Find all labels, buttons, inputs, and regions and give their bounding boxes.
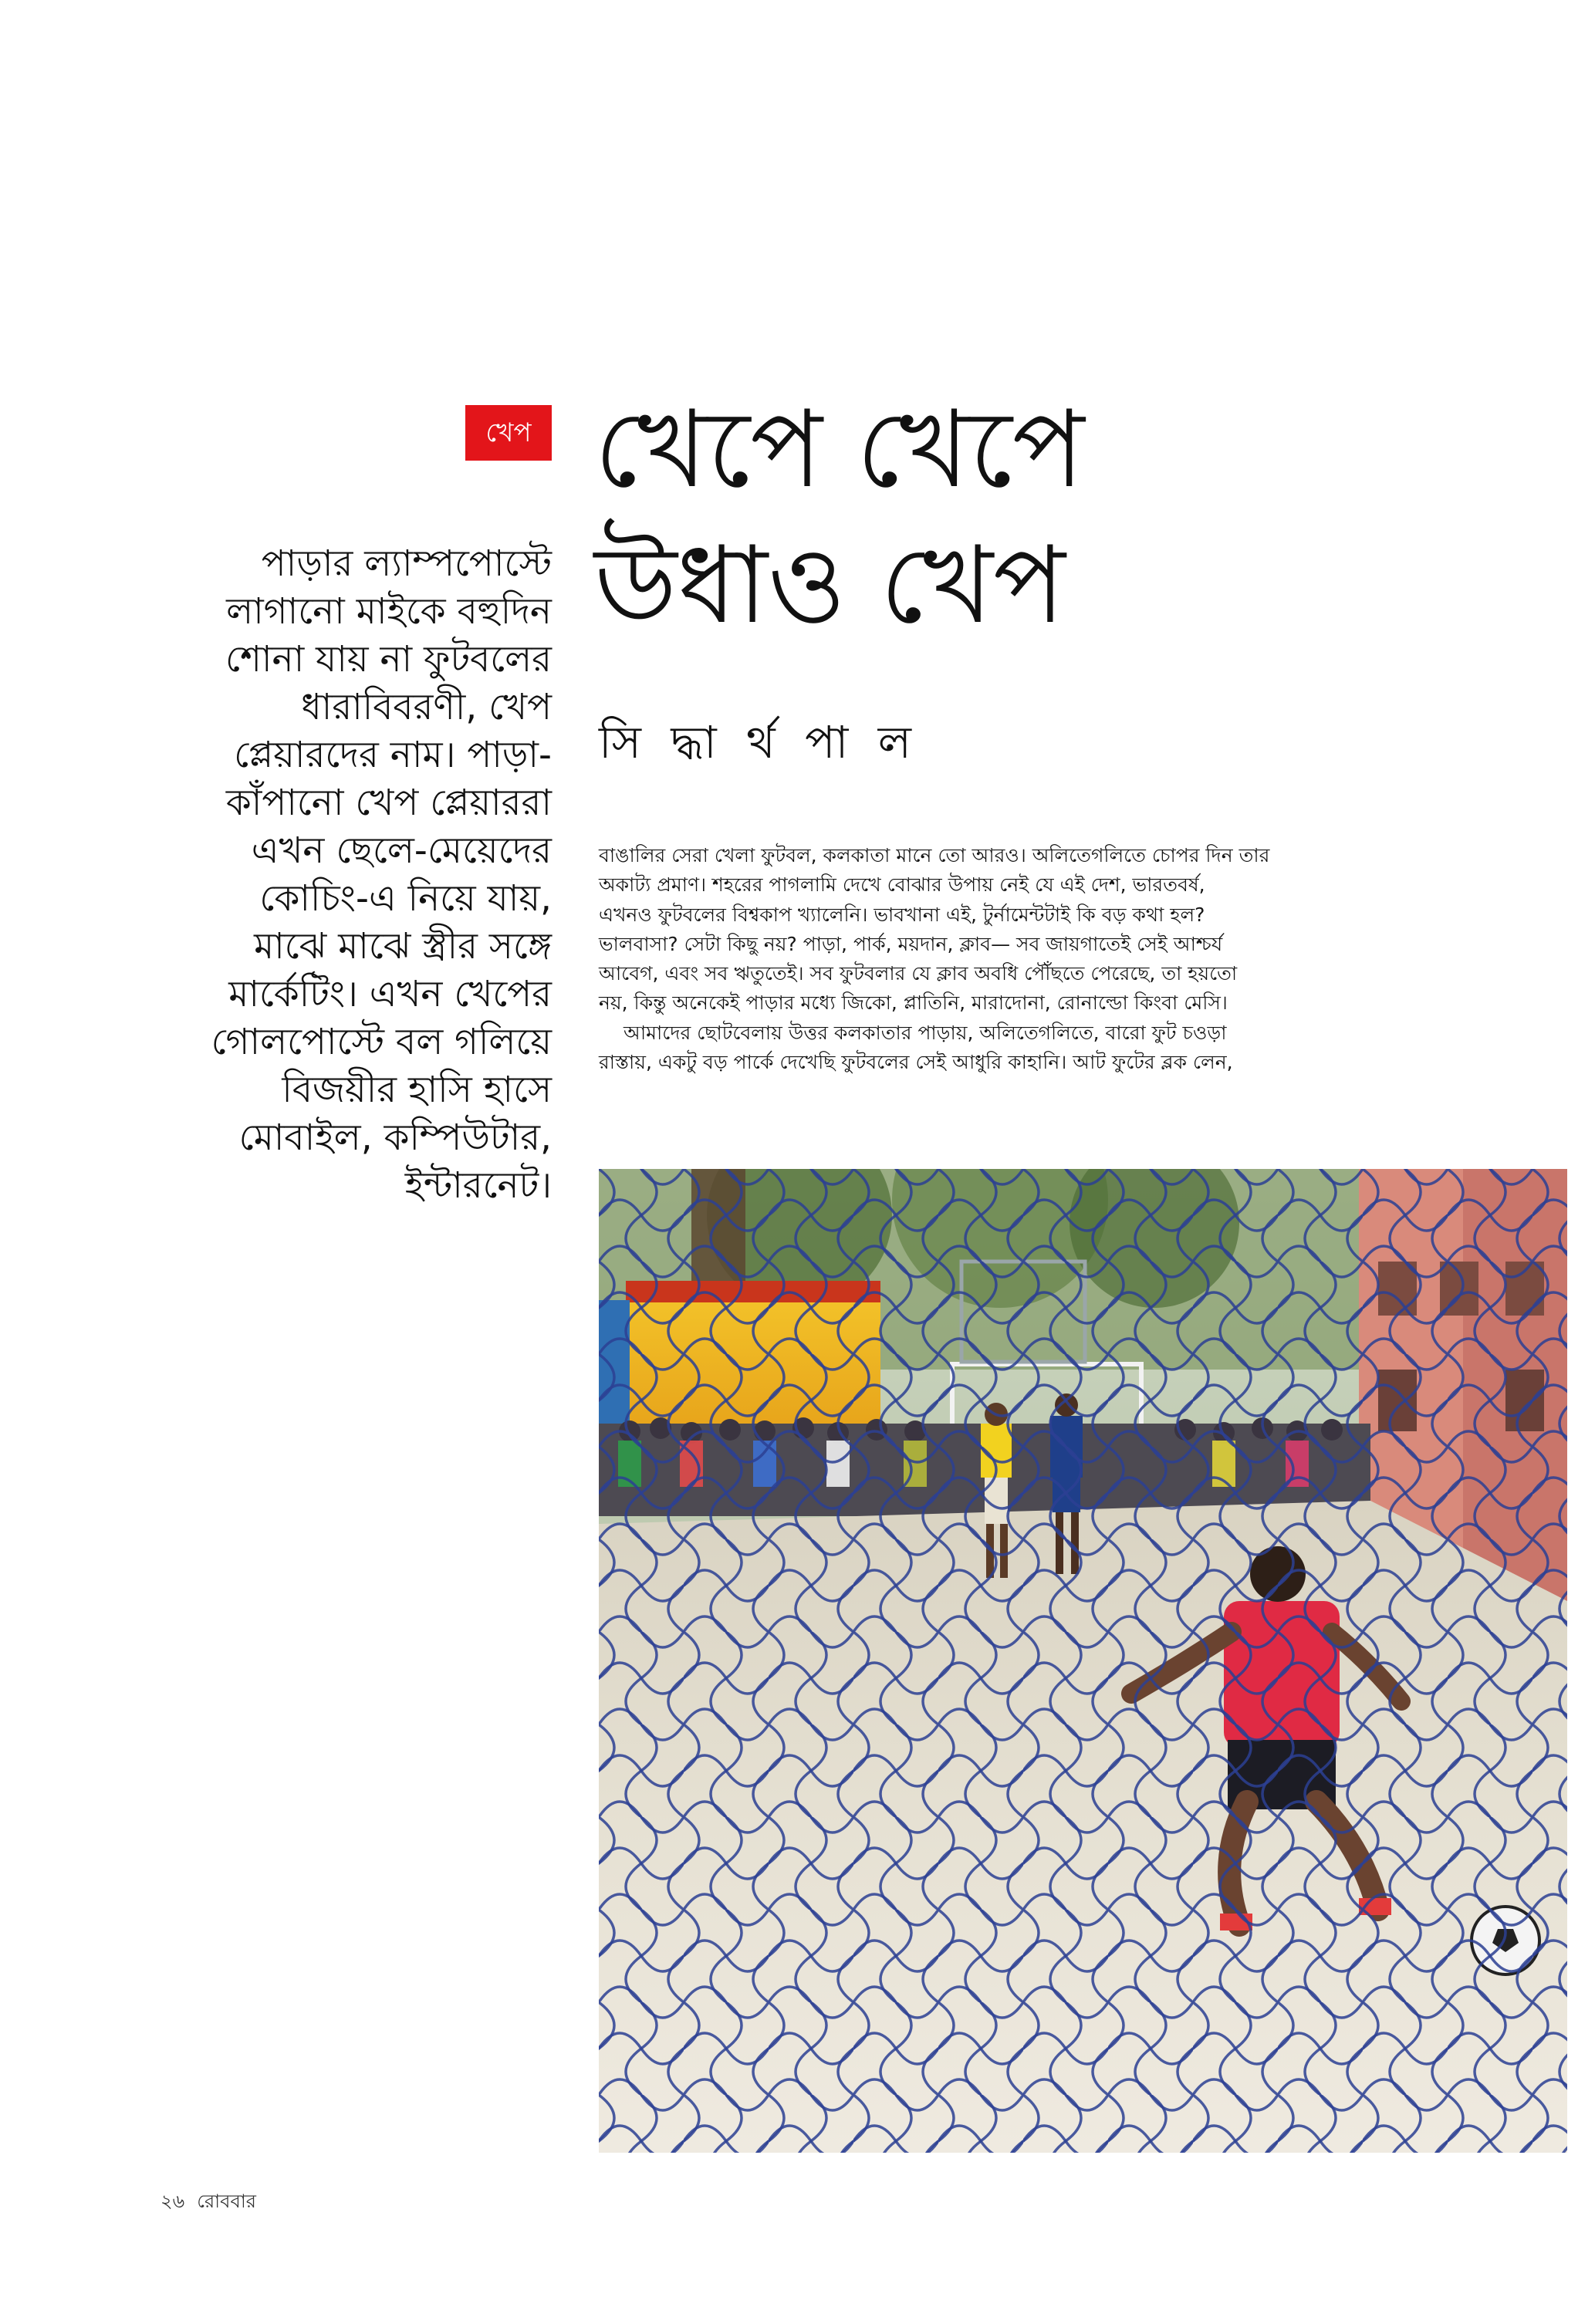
body-line: আমাদের ছোটবেলায় উত্তর কলকাতার পাড়ায়, অলিতেগলিতে, বারো ফুট চওড়া <box>623 1021 1227 1044</box>
headline-line-1: খেপে খেপে <box>594 387 1085 512</box>
standfirst-line: মার্কেটিং। এখন খেপের <box>228 973 552 1015</box>
standfirst-line: প্লেয়ারদের নাম। পাড়া- <box>234 734 552 776</box>
body-line: নয়, কিন্তু অনেকেই পাড়ার মধ্যে জিকো, প্লাতিনি, মারাদোনা, রোনাল্ডো কিংবা মেসি। <box>599 991 1228 1015</box>
article-body <box>599 841 1440 1077</box>
body-line: এখনও ফুটবলের বিশ্বকাপ খ্যালেনি। ভাবখানা এই, টুর্নামেন্টটাই কি বড় কথা হল? <box>599 903 1205 926</box>
standfirst-line: বিজয়ীর হাসি হাসে <box>282 1069 552 1111</box>
body-line: অকাট্য প্রমাণ। শহরের পাগলামি দেখে বোঝার উপায় নেই যে এই দেশ, ভারতবর্ষ, <box>599 873 1205 897</box>
standfirst <box>150 540 552 1210</box>
headline <box>594 382 1443 654</box>
publication-name: রোববার <box>197 2191 256 2212</box>
byline: সি দ্ধা র্থ পা ল <box>599 716 919 768</box>
body-line: ভালবাসা? সেটা কিছু নয়? পাড়া, পার্ক, ময়দান, ক্লাব— সব জায়গাতেই সেই আশ্চর্য <box>599 932 1223 955</box>
standfirst-line: ধারাবিবরণী, খেপ <box>301 686 552 728</box>
page-number: ২৬ <box>161 2191 185 2212</box>
standfirst-line: গোলপোস্টে বল গলিয়ে <box>211 1021 552 1063</box>
body-line: আবেগ, এবং সব ঋতুতেই। সব ফুটবলার যে ক্লাব অবধি পৌঁছতে পেরেছে, তা হয়তো <box>599 962 1238 985</box>
standfirst-line: পাড়ার ল্যাম্পপোস্টে <box>261 542 552 585</box>
standfirst-line: এখন ছেলে-মেয়েদের <box>251 829 552 872</box>
headline-line-2: উধাও খেপ <box>594 523 1066 647</box>
standfirst-line: শোনা যায় না ফুটবলের <box>225 638 552 681</box>
standfirst-line: লাগানো মাইকে বহুদিন <box>226 590 552 633</box>
standfirst-line: মোবাইল, কম্পিউটার, <box>238 1116 552 1159</box>
standfirst-line: কোচিং-এ নিয়ে যায়, <box>259 877 552 920</box>
standfirst-line: কাঁপানো খেপ প্লেয়াররা <box>225 782 552 824</box>
section-tag: খেপ <box>465 405 552 461</box>
standfirst-line: মাঝে মাঝে স্ত্রীর সঙ্গে <box>254 925 552 968</box>
body-line: বাঙালির সেরা খেলা ফুটবল, কলকাতা মানে তো আরও। অলিতেগলিতে চোপর দিন তার <box>599 844 1270 866</box>
body-line: রাস্তায়, একটু বড় পার্কে দেখেছি ফুটবলের সেই আধুরি কাহানি। আট ফুটের ব্লক লেন, <box>599 1051 1233 1074</box>
standfirst-line: ইন্টারনেট। <box>404 1164 552 1207</box>
page-footer <box>161 2187 256 2218</box>
street-football-photo <box>599 1169 1567 2153</box>
